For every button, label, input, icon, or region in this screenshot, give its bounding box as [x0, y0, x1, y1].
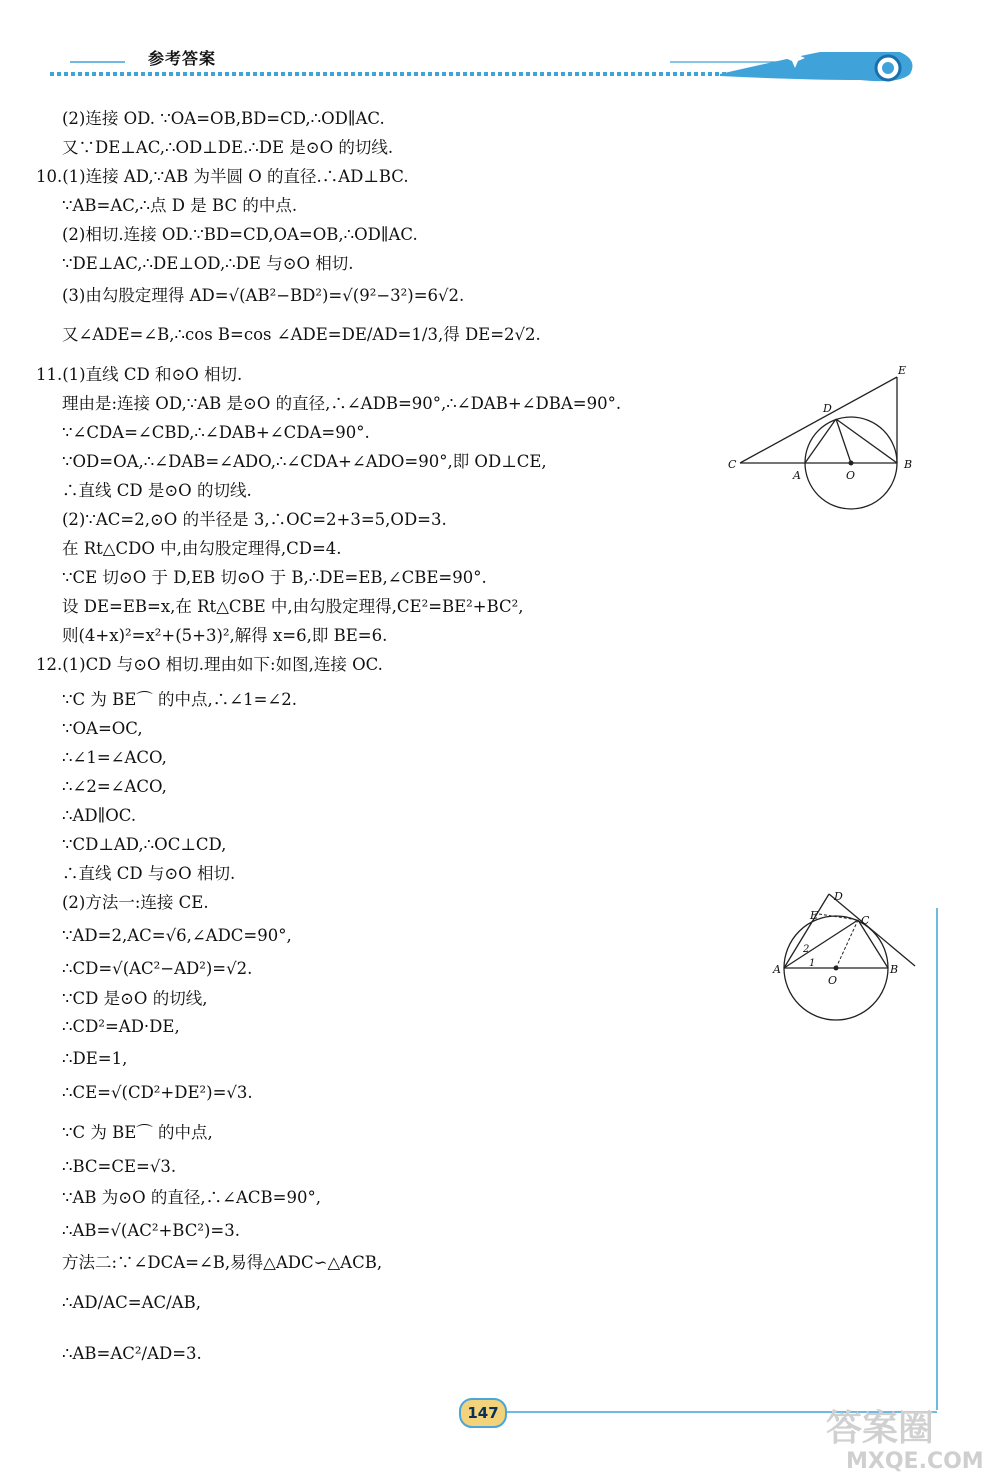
text-line: (2)连接 OD. ∵OA=OB,BD=CD,∴OD∥AC. [62, 109, 385, 128]
text-line: (2)相切.连接 OD.∵BD=CD,OA=OB,∴OD∥AC. [62, 225, 418, 244]
watermark-logo [824, 1402, 992, 1474]
text-line: ∵∠CDA=∠CBD,∴∠DAB+∠CDA=90°. [62, 423, 370, 442]
text-line: ∵AB 为⊙O 的直径,∴∠ACB=90°, [62, 1188, 321, 1207]
text-line: (2)∵AC=2,⊙O 的半径是 3,∴OC=2+3=5,OD=3. [62, 510, 447, 529]
text-line: ∴CD²=AD·DE, [62, 1017, 180, 1036]
figure-label: 2 [803, 944, 810, 955]
figure-label: E [810, 909, 819, 922]
figure-label: D [823, 402, 832, 415]
text-line: 在 Rt△CDO 中,由勾股定理得,CD=4. [62, 539, 342, 558]
text-line: ∴CD=√(AC²−AD²)=√2. [62, 959, 253, 978]
text-line: ∴∠1=∠ACO, [62, 748, 167, 767]
figure-label: O [828, 974, 838, 987]
text-line: 11.(1)直线 CD 和⊙O 相切. [36, 365, 243, 384]
figure-label: E [898, 364, 907, 377]
text-line: 方法二:∵∠DCA=∠B,易得△ADC∽△ACB, [62, 1253, 383, 1272]
figure-label: C [861, 914, 870, 927]
text-line: 又∵DE⊥AC,∴OD⊥DE.∴DE 是⊙O 的切线. [62, 138, 394, 157]
text-line: 设 DE=EB=x,在 Rt△CBE 中,由勾股定理得,CE²=BE²+BC², [62, 597, 524, 616]
text-line: 理由是:连接 OD,∵AB 是⊙O 的直径,∴∠ADB=90°,∴∠DAB+∠DBA=90°. [62, 394, 622, 413]
figure-label: D [834, 890, 843, 903]
text-line: 又∠ADE=∠B,∴cos B=cos ∠ADE=DE/AD=1/3,得 DE=2√2. [62, 325, 541, 344]
figure-label: B [890, 963, 899, 976]
text-line: 12.(1)CD 与⊙O 相切.理由如下:如图,连接 OC. [36, 655, 383, 674]
figure-label: A [793, 469, 801, 482]
figure-label: O [846, 469, 856, 482]
text-line: ∵CD⊥AD,∴OC⊥CD, [62, 835, 227, 854]
text-line: ∵C 为 BE⌒ 的中点,∴∠1=∠2. [62, 690, 297, 709]
text-line: 10.(1)连接 AD,∵AB 为半圆 O 的直径.∴AD⊥BC. [36, 167, 409, 186]
text-line: ∴AD∥OC. [62, 806, 137, 825]
watermark-url: MXQE.COM [846, 1449, 984, 1474]
text-line: ∴BC=CE=√3. [62, 1157, 177, 1176]
text-line: ∵C 为 BE⌒ 的中点, [62, 1123, 213, 1142]
text-line: ∵CE 切⊙O 于 D,EB 切⊙O 于 B,∴DE=EB,∠CBE=90°. [62, 568, 487, 587]
header-title: 参考答案 [148, 49, 217, 68]
text-line: ∵OA=OC, [62, 719, 143, 738]
text-line: ∴直线 CD 是⊙O 的切线. [62, 481, 252, 500]
page-number: 147 [459, 1398, 507, 1428]
text-line: ∵AB=AC,∴点 D 是 BC 的中点. [62, 196, 298, 215]
watermark-text: 答案圈 [826, 1408, 935, 1449]
text-line: ∴CE=√(CD²+DE²)=√3. [62, 1083, 253, 1102]
figure-label: 1 [809, 958, 816, 969]
text-line: ∴AB=AC²/AD=3. [62, 1344, 202, 1363]
text-line: ∴∠2=∠ACO, [62, 777, 167, 796]
text-line: ∵DE⊥AC,∴DE⊥OD,∴DE 与⊙O 相切. [62, 254, 354, 273]
figure-label: C [728, 458, 737, 471]
text-line: ∵OD=OA,∴∠DAB=∠ADO,∴∠CDA+∠ADO=90°,即 OD⊥CE, [62, 452, 547, 471]
text-line: (2)方法一:连接 CE. [62, 893, 209, 912]
figure-label: B [904, 458, 913, 471]
text-line: ∵AD=2,AC=√6,∠ADC=90°, [62, 926, 292, 945]
text-line: ∵CD 是⊙O 的切线, [62, 989, 208, 1008]
text-line: ∴DE=1, [62, 1049, 128, 1068]
text-line: ∴AD/AC=AC/AB, [62, 1293, 201, 1312]
text-line: (3)由勾股定理得 AD=√(AB²−BD²)=√(9²−3²)=6√2. [62, 286, 465, 305]
text-line: 则(4+x)²=x²+(5+3)²,解得 x=6,即 BE=6. [62, 626, 388, 645]
text-line: ∴直线 CD 与⊙O 相切. [62, 864, 236, 883]
text-line: ∴AB=√(AC²+BC²)=3. [62, 1221, 240, 1240]
figure-label: A [773, 963, 781, 976]
